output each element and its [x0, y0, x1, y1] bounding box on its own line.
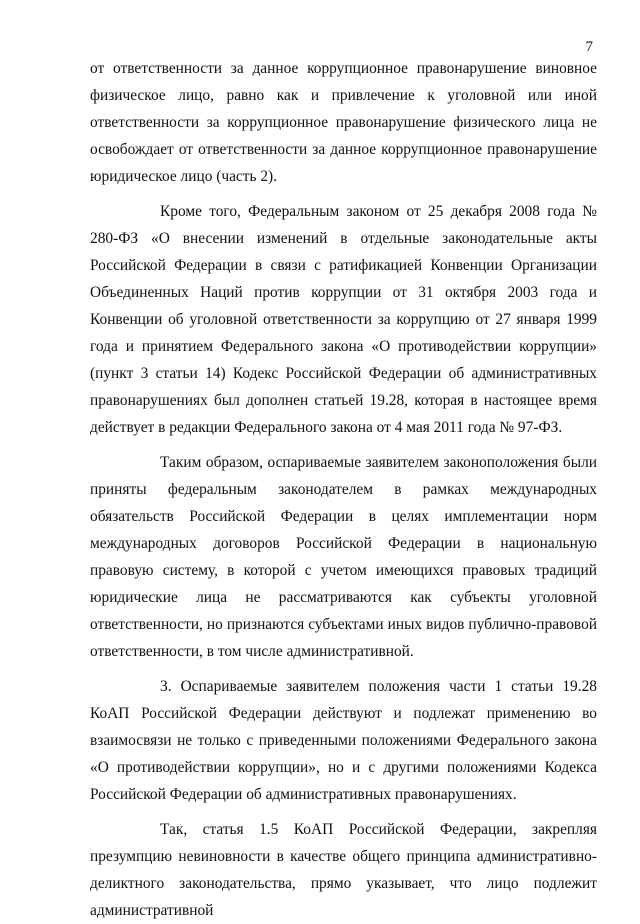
page-number: 7	[585, 39, 593, 55]
paragraph-point-3: 3. Оспариваемые заявителем положения части 1 статьи 19.28 КоАП Российской Федерации действуют и подлежат применению во взаимосвязи не только с приведенными положениями Федерального закона «О противодействии коррупции», но и с другими положениями Кодекса Российской Федерации об административных правонарушениях.	[90, 678, 597, 803]
paragraph-federal-law-280: Кроме того, Федеральным законом от 25 декабря 2008 года № 280-ФЗ «О внесении изменений в отдельные законодательные акты Российской Федерации в связи с ратификацией Конвенции Организации Объединенных Наций против коррупции от 31 октября 2003 года и Конвенции об уголовной ответственности за коррупцию от 27 января 1999 года и принятием Федерального закона «О противодействии коррупции» (пункт 3 статьи 14) Кодекс Российской Федерации об административных правонарушениях был дополнен статьей 19.28, которая в настоящее время действует в редакции Федерального закона от 4 мая 2011 года № 97-ФЗ.	[90, 203, 597, 436]
paragraph-international-obligations: Таким образом, оспариваемые заявителем законоположения были приняты федеральным законодателем в рамках международных обязательств Российской Федерации в целях имплементации норм международных договоров Российской Федерации в национальную правовую систему, в которой с учетом имеющихся правовых традиций юридические лица не рассматриваются как субъекты уголовной ответственности, но признаются субъектами иных видов публично-правовой ответственности, в том числе административной.	[90, 454, 597, 660]
paragraph-presumption-of-innocence: Так, статья 1.5 КоАП Российской Федерации, закрепляя презумпцию невиновности в качестве общего принципа административно-деликтного законодательства, прямо указывает, что лицо подлежит административной	[90, 821, 597, 919]
paragraph-continuation: от ответственности за данное коррупционное правонарушение виновное физическое лицо, равно как и привлечение к уголовной или иной ответственности за коррупционное правонарушение физического лица не освобождает от ответственности за данное коррупционное правонарушение юридическое лицо (часть 2).	[90, 60, 597, 185]
document-body	[90, 55, 597, 924]
